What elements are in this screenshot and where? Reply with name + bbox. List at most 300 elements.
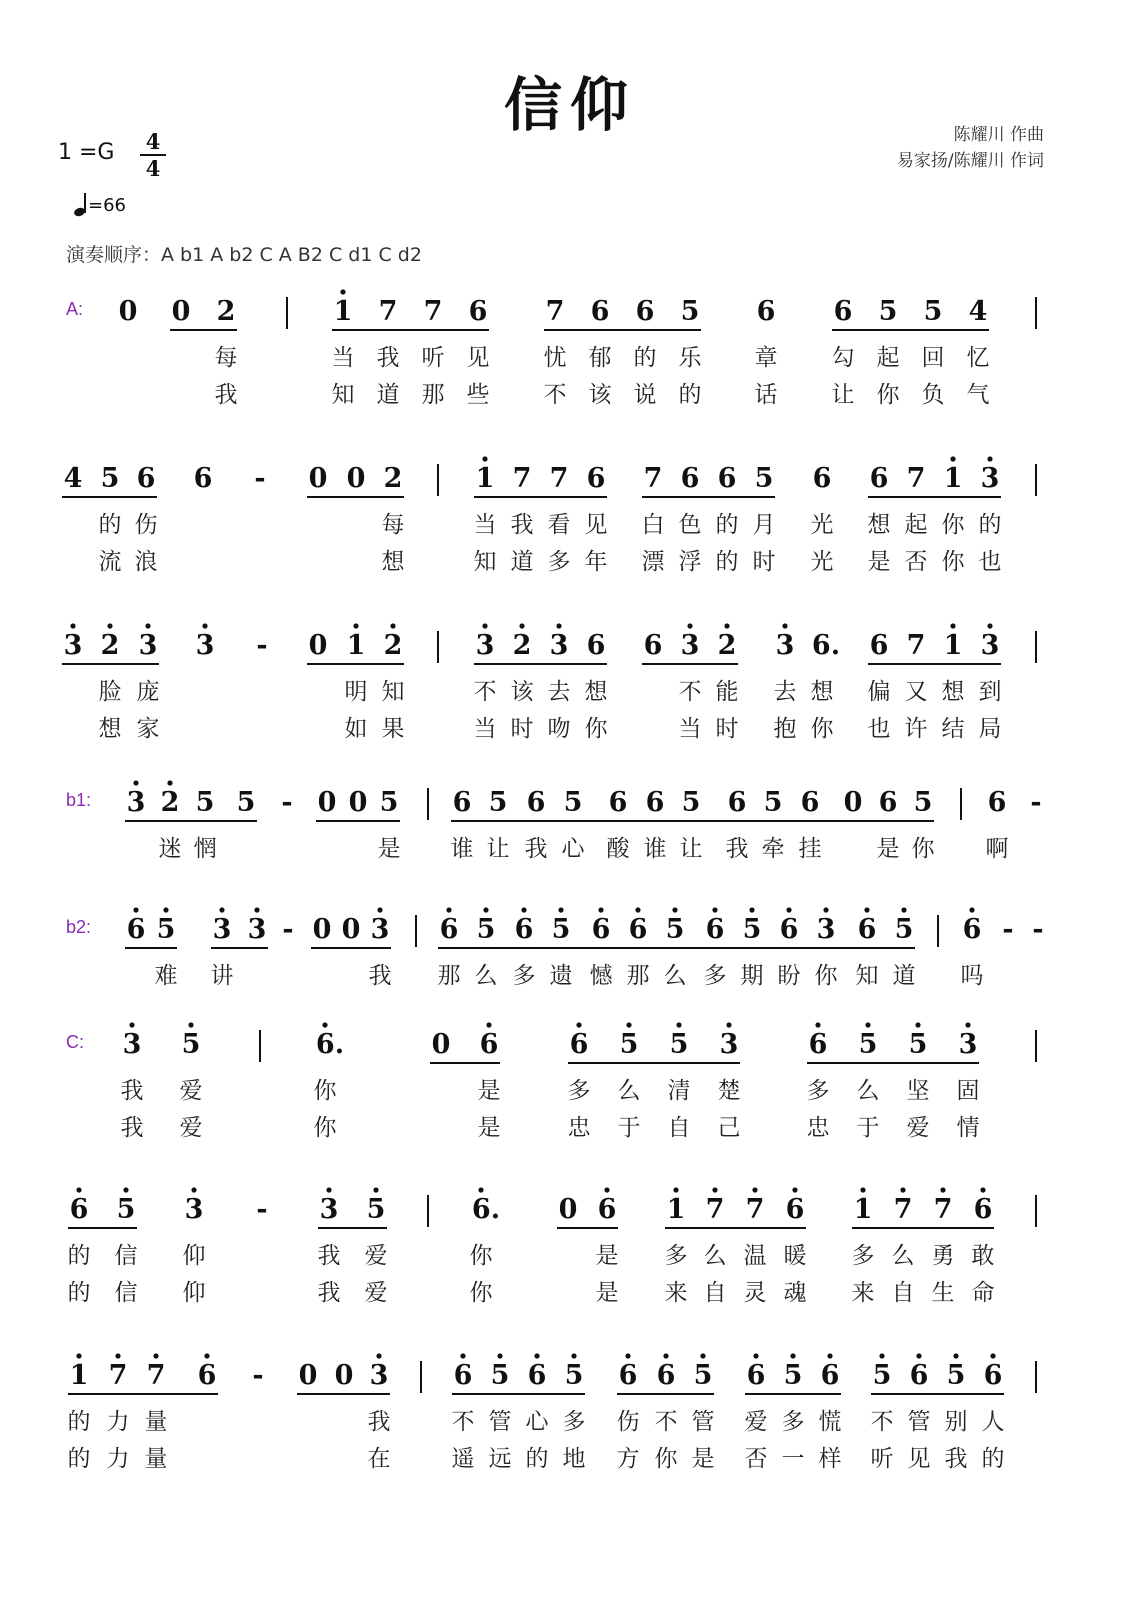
- lyric-char: 去: [773, 679, 797, 705]
- note-number: 6: [962, 914, 982, 945]
- lyric-char: 量: [144, 1409, 168, 1435]
- lyric-char: 时: [752, 549, 776, 575]
- lyric-char: 的: [678, 382, 702, 408]
- note-number: 6: [193, 463, 213, 494]
- note-number: 1: [943, 630, 963, 661]
- lyric-char: 谁: [643, 836, 667, 862]
- high-octave-dot: [726, 1022, 731, 1027]
- lyric-char: 是: [867, 549, 891, 575]
- note-number: 0: [171, 296, 191, 327]
- lyric-char: 么: [617, 1078, 641, 1104]
- lyric-char: 管: [691, 1409, 715, 1435]
- note-number: 5: [872, 1360, 892, 1391]
- high-octave-dot: [860, 1187, 865, 1192]
- note-number: 6: [727, 787, 747, 818]
- lyric-char: 当: [678, 716, 702, 742]
- high-octave-dot: [987, 623, 992, 628]
- lyric-char: 当: [331, 345, 355, 371]
- lyric-char: 自: [667, 1115, 691, 1141]
- time-signature-bottom: 4: [145, 156, 161, 181]
- note-number: 0: [317, 787, 337, 818]
- lyric-char: 你: [876, 382, 900, 408]
- dash-extension: -: [282, 914, 294, 945]
- note-number: 0: [341, 914, 361, 945]
- high-octave-dot: [497, 1353, 502, 1358]
- section-label: A:: [66, 299, 84, 319]
- lyric-char: 自: [891, 1280, 915, 1306]
- high-octave-dot: [373, 1187, 378, 1192]
- note-number: 5: [564, 1360, 584, 1391]
- lyric-char: 我: [725, 836, 749, 862]
- note-number: 2: [383, 463, 403, 494]
- note-number: 6: [812, 463, 832, 494]
- lyric-char: 你: [313, 1115, 337, 1141]
- lyric-char: 地: [562, 1446, 586, 1472]
- lyric-char: 我: [214, 382, 238, 408]
- high-octave-dot: [534, 1353, 539, 1358]
- note-number: 3: [680, 630, 700, 661]
- note-number: 6: [586, 463, 606, 494]
- lyric-char: 流: [98, 549, 122, 575]
- lyric-char: 我: [120, 1078, 144, 1104]
- lyric-char: 多: [512, 963, 536, 989]
- high-octave-dot: [254, 907, 259, 912]
- lyric-char: 见: [466, 345, 490, 371]
- note-number: 0: [308, 630, 328, 661]
- lyric-char: 该: [510, 679, 534, 705]
- note-number: 6: [756, 296, 776, 327]
- high-octave-dot: [900, 1187, 905, 1192]
- lyric-char: 想: [381, 549, 405, 575]
- dash-extension: -: [281, 787, 293, 818]
- lyric-char: 气: [966, 382, 990, 408]
- high-octave-dot: [940, 1187, 945, 1192]
- lyric-char: 多: [703, 963, 727, 989]
- lyric-char: 让: [679, 836, 703, 862]
- note-number: 6: [987, 787, 1007, 818]
- note-number: 6: [909, 1360, 929, 1391]
- note-number: 5: [236, 787, 256, 818]
- lyric-char: 听: [870, 1446, 894, 1472]
- high-octave-dot: [123, 1187, 128, 1192]
- high-octave-dot: [519, 623, 524, 628]
- lyric-char: 听: [421, 345, 445, 371]
- lyric-char: 些: [466, 382, 490, 408]
- note-number: 5: [100, 463, 120, 494]
- lyric-char: 抱: [773, 716, 797, 742]
- note-number: 5: [195, 787, 215, 818]
- high-octave-dot: [486, 1022, 491, 1027]
- lyric-char: 光: [810, 512, 834, 538]
- lyric-char: 你: [584, 716, 608, 742]
- lyric-char: 让: [831, 382, 855, 408]
- high-octave-dot: [965, 1022, 970, 1027]
- note-number: 7: [378, 296, 398, 327]
- high-octave-dot: [204, 1353, 209, 1358]
- note-number: 7: [893, 1194, 913, 1225]
- lyric-char: 楚: [717, 1078, 741, 1104]
- high-octave-dot: [724, 623, 729, 628]
- lyric-char: 你: [469, 1280, 493, 1306]
- note-number: 5: [763, 787, 783, 818]
- note-number: 1: [666, 1194, 686, 1225]
- note-number: 1: [943, 463, 963, 494]
- note-number: 5: [619, 1029, 639, 1060]
- note-number: 6: [705, 914, 725, 945]
- note-number: 6: [656, 1360, 676, 1391]
- lyricist-credit: 易家扬/陈耀川 作词: [896, 151, 1044, 171]
- high-octave-dot: [219, 907, 224, 912]
- lyric-char: 忠: [806, 1115, 830, 1141]
- section-label: b1:: [66, 790, 92, 810]
- lyric-char: 别: [944, 1409, 968, 1435]
- lyric-char: 慌: [818, 1409, 842, 1435]
- note-number: 5: [783, 1360, 803, 1391]
- high-octave-dot: [478, 1187, 483, 1192]
- lyric-char: 么: [856, 1078, 880, 1104]
- high-octave-dot: [815, 1022, 820, 1027]
- lyric-char: 不: [451, 1409, 475, 1435]
- lyric-char: 样: [818, 1446, 842, 1472]
- note-number: 5: [946, 1360, 966, 1391]
- lyric-char: 多: [547, 549, 571, 575]
- note-number: 4: [63, 463, 83, 494]
- high-octave-dot: [712, 1187, 717, 1192]
- lyric-char: 惘: [193, 836, 217, 862]
- lyric-char: 力: [106, 1409, 130, 1435]
- high-octave-dot: [635, 907, 640, 912]
- high-octave-dot: [521, 907, 526, 912]
- note-number: 7: [108, 1360, 128, 1391]
- lyric-char: 爱: [179, 1078, 203, 1104]
- note-number: 6: [608, 787, 628, 818]
- lyric-char: 见: [907, 1446, 931, 1472]
- lyric-char: 明: [344, 679, 368, 705]
- high-octave-dot: [663, 1353, 668, 1358]
- high-octave-dot: [700, 1353, 705, 1358]
- lyric-char: 讲: [210, 963, 234, 989]
- high-octave-dot: [576, 1022, 581, 1027]
- lyric-char: 自: [703, 1280, 727, 1306]
- lyric-char: 温: [743, 1243, 767, 1269]
- note-number: 0: [558, 1194, 578, 1225]
- high-octave-dot: [753, 1353, 758, 1358]
- note-number: 6: [526, 787, 546, 818]
- note-number: 6: [857, 914, 877, 945]
- note-number: 6.: [315, 1029, 345, 1060]
- lyric-char: 你: [313, 1078, 337, 1104]
- note-number: 5: [681, 787, 701, 818]
- lyric-char: 浪: [134, 549, 158, 575]
- high-octave-dot: [598, 907, 603, 912]
- note-number: 6: [645, 787, 665, 818]
- high-octave-dot: [901, 907, 906, 912]
- lyric-char: 多: [664, 1243, 688, 1269]
- lyric-char: 多: [781, 1409, 805, 1435]
- note-number: 3: [475, 630, 495, 661]
- note-number: 6: [973, 1194, 993, 1225]
- note-number: 6: [586, 630, 606, 661]
- note-number: 3: [138, 630, 158, 661]
- high-octave-dot: [558, 907, 563, 912]
- lyric-char: 的: [633, 345, 657, 371]
- lyric-char: 多: [562, 1409, 586, 1435]
- lyric-char: 许: [904, 716, 928, 742]
- lyric-char: 知: [381, 679, 405, 705]
- note-number: 5: [551, 914, 571, 945]
- high-octave-dot: [482, 456, 487, 461]
- note-number: 6.: [471, 1194, 501, 1225]
- lyric-char: 谁: [450, 836, 474, 862]
- lyric-char: 憾: [589, 963, 613, 989]
- lyric-char: 灵: [743, 1280, 767, 1306]
- lyric-char: 的: [67, 1280, 91, 1306]
- note-number: 3: [958, 1029, 978, 1060]
- lyric-char: 的: [67, 1446, 91, 1472]
- high-octave-dot: [326, 1187, 331, 1192]
- dash-extension: -: [256, 630, 268, 661]
- note-number: 6: [590, 296, 610, 327]
- lyric-char: 我: [376, 345, 400, 371]
- note-number: 6: [779, 914, 799, 945]
- note-number: 3: [549, 630, 569, 661]
- note-number: 5: [680, 296, 700, 327]
- lyric-char: 的: [67, 1409, 91, 1435]
- note-number: 0: [334, 1360, 354, 1391]
- note-number: 7: [549, 463, 569, 494]
- high-octave-dot: [145, 623, 150, 628]
- lyric-char: 你: [469, 1243, 493, 1269]
- high-octave-dot: [133, 907, 138, 912]
- lyric-char: 也: [867, 716, 891, 742]
- note-number: 6: [468, 296, 488, 327]
- high-octave-dot: [864, 907, 869, 912]
- lyric-char: 忠: [567, 1115, 591, 1141]
- note-number: 3: [980, 463, 1000, 494]
- note-number: 5: [913, 787, 933, 818]
- note-number: 5: [754, 463, 774, 494]
- note-number: 5: [563, 787, 583, 818]
- high-octave-dot: [376, 1353, 381, 1358]
- note-number: 6: [833, 296, 853, 327]
- note-number: 7: [933, 1194, 953, 1225]
- note-number: 6: [785, 1194, 805, 1225]
- note-number: 6: [197, 1360, 217, 1391]
- note-number: 6: [453, 1360, 473, 1391]
- note-number: 4: [968, 296, 988, 327]
- lyric-char: 乐: [678, 345, 702, 371]
- note-number: 2: [717, 630, 737, 661]
- note-number: 6.: [811, 630, 841, 661]
- note-number: 2: [100, 630, 120, 661]
- note-number: 0: [308, 463, 328, 494]
- lyric-char: 不: [678, 679, 702, 705]
- lyric-char: 如: [344, 716, 368, 742]
- note-number: 0: [348, 787, 368, 818]
- note-number: 0: [346, 463, 366, 494]
- lyric-char: 爱: [179, 1115, 203, 1141]
- lyric-char: 迷: [158, 836, 182, 862]
- lyric-char: 敢: [971, 1243, 995, 1269]
- lyric-char: 魂: [783, 1280, 807, 1306]
- lyric-char: 多: [851, 1243, 875, 1269]
- lyric-char: 生: [931, 1280, 955, 1306]
- note-number: 3: [719, 1029, 739, 1060]
- high-octave-dot: [673, 1187, 678, 1192]
- note-number: 5: [742, 914, 762, 945]
- high-octave-dot: [322, 1022, 327, 1027]
- lyric-char: 管: [488, 1409, 512, 1435]
- note-number: 1: [69, 1360, 89, 1391]
- lyric-char: 庞: [136, 679, 160, 705]
- time-signature-top: 4: [145, 129, 161, 154]
- high-octave-dot: [749, 907, 754, 912]
- note-number: 7: [512, 463, 532, 494]
- lyric-char: 不: [543, 382, 567, 408]
- note-number: 5: [858, 1029, 878, 1060]
- lyric-char: 是: [477, 1115, 501, 1141]
- note-number: 6: [126, 914, 146, 945]
- lyric-char: 的: [715, 512, 739, 538]
- lyric-char: 当: [473, 512, 497, 538]
- lyric-char: 到: [978, 679, 1002, 705]
- dash-extension: -: [1002, 914, 1014, 945]
- lyric-char: 章: [754, 345, 778, 371]
- lyric-char: 仰: [182, 1280, 206, 1306]
- lyric-char: 知: [331, 382, 355, 408]
- note-number: 3: [775, 630, 795, 661]
- note-number: 6: [452, 787, 472, 818]
- lyric-char: 知: [473, 549, 497, 575]
- lyric-char: 每: [381, 512, 405, 538]
- lyric-char: 郁: [588, 345, 612, 371]
- lyric-char: 是: [691, 1446, 715, 1472]
- note-number: 5: [379, 787, 399, 818]
- high-octave-dot: [129, 1022, 134, 1027]
- note-number: 3: [195, 630, 215, 661]
- lyric-char: 当: [473, 716, 497, 742]
- high-octave-dot: [953, 1353, 958, 1358]
- lyric-char: 想: [98, 716, 122, 742]
- lyric-char: 色: [678, 512, 702, 538]
- lyric-char: 起: [904, 512, 928, 538]
- high-octave-dot: [167, 780, 172, 785]
- lyric-char: 那: [626, 963, 650, 989]
- lyric-char: 否: [904, 549, 928, 575]
- high-octave-dot: [460, 1353, 465, 1358]
- lyric-char: 想: [941, 679, 965, 705]
- tempo-value: =66: [88, 195, 126, 216]
- high-octave-dot: [115, 1353, 120, 1358]
- lyric-char: 勾: [831, 345, 855, 371]
- note-number: 6: [983, 1360, 1003, 1391]
- lyric-char: 是: [595, 1280, 619, 1306]
- high-octave-dot: [390, 623, 395, 628]
- high-octave-dot: [950, 456, 955, 461]
- dash-extension: -: [1032, 914, 1044, 945]
- lyric-char: 话: [754, 382, 778, 408]
- lyric-char: 忆: [966, 345, 990, 371]
- section-label: b2:: [66, 917, 92, 937]
- lyric-char: 你: [911, 836, 935, 862]
- lyric-char: 脸: [98, 679, 122, 705]
- section-label: C:: [66, 1032, 84, 1052]
- lyric-char: 爱: [364, 1243, 388, 1269]
- high-octave-dot: [950, 623, 955, 628]
- lyric-char: 的: [98, 512, 122, 538]
- high-octave-dot: [133, 780, 138, 785]
- lyric-char: 来: [664, 1280, 688, 1306]
- lyric-char: 我: [317, 1280, 341, 1306]
- high-octave-dot: [865, 1022, 870, 1027]
- lyric-char: 不: [654, 1409, 678, 1435]
- high-octave-dot: [990, 1353, 995, 1358]
- note-number: 5: [923, 296, 943, 327]
- note-number: 5: [366, 1194, 386, 1225]
- lyric-char: 年: [584, 549, 608, 575]
- high-octave-dot: [792, 1187, 797, 1192]
- lyric-char: 每: [214, 345, 238, 371]
- lyric-char: 也: [978, 549, 1002, 575]
- note-number: 7: [423, 296, 443, 327]
- key-signature: 1 =G: [58, 140, 115, 165]
- lyric-char: 啊: [985, 836, 1009, 862]
- lyric-char: 清: [667, 1078, 691, 1104]
- lyric-char: 在: [367, 1446, 391, 1472]
- lyric-char: 难: [154, 963, 178, 989]
- lyric-char: 仰: [182, 1243, 206, 1269]
- lyric-char: 月: [752, 512, 776, 538]
- lyric-char: 结: [941, 716, 965, 742]
- note-number: 7: [643, 463, 663, 494]
- high-octave-dot: [202, 623, 207, 628]
- note-number: 6: [680, 463, 700, 494]
- lyric-char: 于: [617, 1115, 641, 1141]
- high-octave-dot: [790, 1353, 795, 1358]
- lyric-char: 知: [855, 963, 879, 989]
- lyric-char: 的: [978, 512, 1002, 538]
- lyric-char: 那: [421, 382, 445, 408]
- lyric-char: 管: [907, 1409, 931, 1435]
- lyric-char: 远: [488, 1446, 512, 1472]
- note-number: 5: [476, 914, 496, 945]
- lyric-char: 你: [941, 512, 965, 538]
- lyric-char: 固: [956, 1078, 980, 1104]
- lyric-char: 伤: [134, 512, 158, 538]
- note-number: 2: [160, 787, 180, 818]
- note-number: 6: [869, 630, 889, 661]
- note-number: 3: [247, 914, 267, 945]
- high-octave-dot: [916, 1353, 921, 1358]
- note-number: 7: [745, 1194, 765, 1225]
- high-octave-dot: [672, 907, 677, 912]
- lyric-char: 果: [381, 716, 405, 742]
- lyric-char: 能: [715, 679, 739, 705]
- note-number: 0: [431, 1029, 451, 1060]
- lyric-char: 我: [367, 1409, 391, 1435]
- high-octave-dot: [625, 1353, 630, 1358]
- note-number: 7: [545, 296, 565, 327]
- note-number: 6: [717, 463, 737, 494]
- note-number: 7: [906, 630, 926, 661]
- note-number: 5: [490, 1360, 510, 1391]
- high-octave-dot: [188, 1022, 193, 1027]
- note-number: 6: [746, 1360, 766, 1391]
- note-number: 6: [514, 914, 534, 945]
- lyric-char: 我: [944, 1446, 968, 1472]
- lyric-char: 浮: [678, 549, 702, 575]
- note-number: 1: [475, 463, 495, 494]
